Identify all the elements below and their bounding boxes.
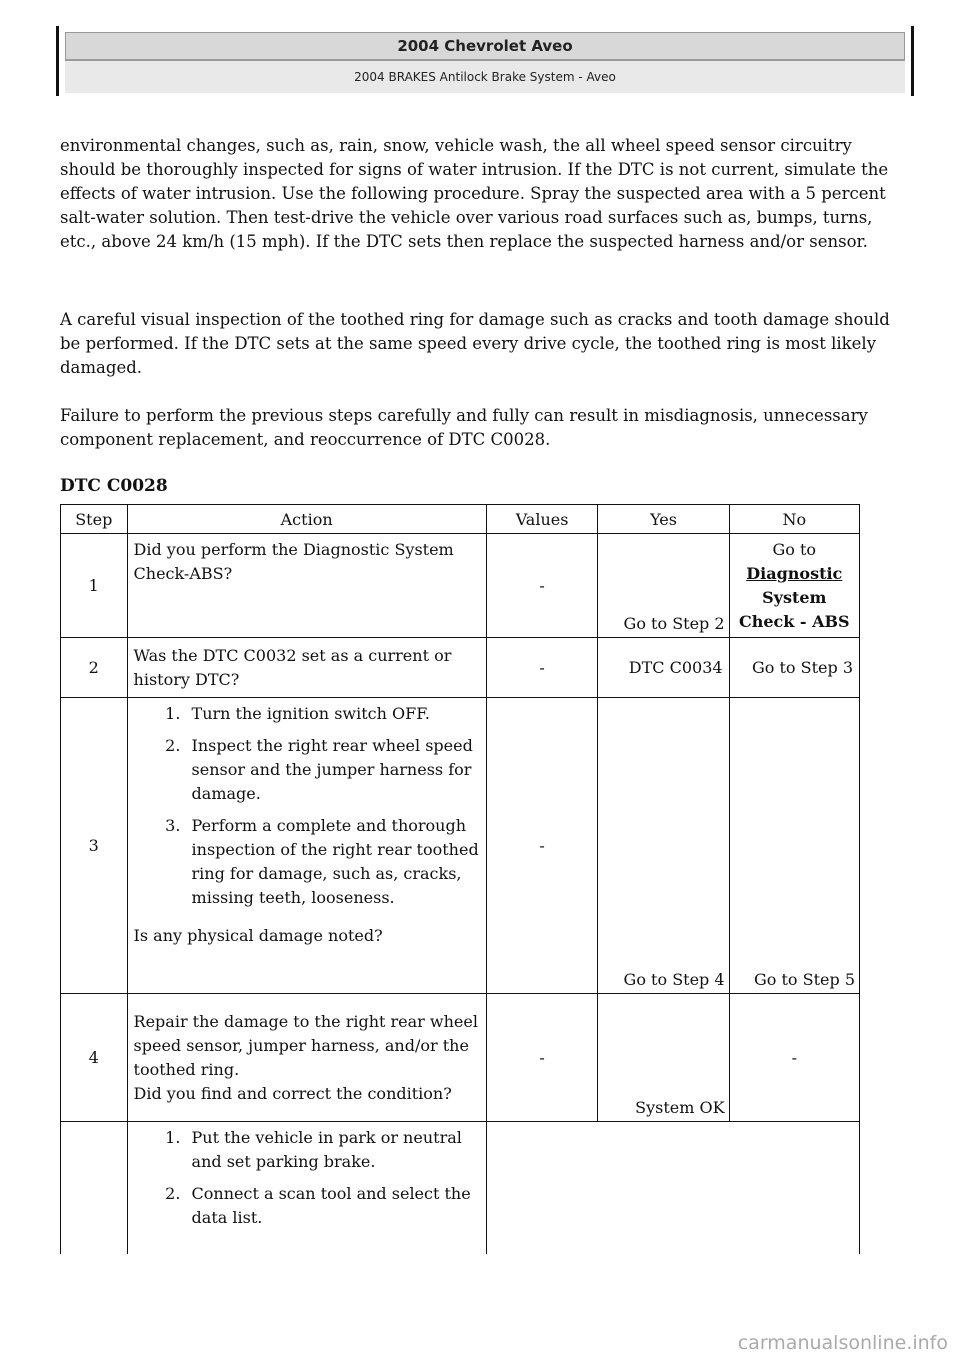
document-title: 2004 Chevrolet Aveo xyxy=(65,32,905,60)
step-number xyxy=(61,1122,128,1254)
list-item: 3. Perform a complete and thorough inspection of the right rear toothed ring for damage, such as, cracks, missing teeth, looseness. xyxy=(186,814,480,910)
yes-cell xyxy=(598,994,729,1122)
values-cell: - xyxy=(486,994,598,1122)
values-cell: - xyxy=(486,638,598,698)
table-row xyxy=(61,994,860,1122)
no-goto: Go to Step 5 xyxy=(753,970,855,989)
header-step: Step xyxy=(61,505,128,534)
action-cell xyxy=(127,638,486,698)
no-link-group xyxy=(736,538,853,634)
no-link-system[interactable]: System xyxy=(762,588,827,607)
paragraph-toothed-ring: A careful visual inspection of the toothed ring for damage such as cracks and tooth damage should be performed. If the DTC sets at the same speed every drive cycle, the toothed ring is most likely damaged. xyxy=(60,310,890,377)
step-number: 4 xyxy=(61,994,128,1122)
no-link-check[interactable]: Check - ABS xyxy=(738,612,850,631)
action-steps-list xyxy=(134,1126,480,1230)
action-steps-list xyxy=(134,702,480,910)
site-watermark: carmanualsonline.info xyxy=(737,1332,948,1354)
list-item: 2. Connect a scan tool and select the data list. xyxy=(186,1182,480,1230)
yes-cell xyxy=(598,698,729,994)
no-cell xyxy=(729,534,859,638)
list-item: 1. Turn the ignition switch OFF. xyxy=(186,702,480,726)
table-header-row xyxy=(61,505,860,534)
action-question: Is any physical damage noted? xyxy=(133,926,383,945)
action-cell xyxy=(127,1122,486,1254)
yes-goto: System OK xyxy=(635,1098,725,1117)
header-yes: Yes xyxy=(598,505,729,534)
step-number: 1 xyxy=(61,534,128,638)
table-row xyxy=(61,1122,860,1254)
yes-goto: Go to Step 2 xyxy=(623,614,725,633)
yes-cell xyxy=(598,638,729,698)
document-subtitle: 2004 BRAKES Antilock Brake System - Aveo xyxy=(65,60,905,93)
action-cell xyxy=(127,534,486,638)
table-row xyxy=(61,698,860,994)
values-cell: - xyxy=(486,698,598,994)
yes-goto: DTC C0034 xyxy=(628,658,723,677)
dtc-heading: DTC C0028 xyxy=(60,476,168,496)
action-text: Did you perform the Diagnostic System Check-ABS? xyxy=(133,540,454,583)
step-number: 2 xyxy=(61,638,128,698)
header-action: Action xyxy=(127,505,486,534)
header-values: Values xyxy=(486,505,598,534)
yes-cell xyxy=(598,1122,729,1254)
table-row xyxy=(61,534,860,638)
step-number: 3 xyxy=(61,698,128,994)
action-text: Was the DTC C0032 set as a current or history DTC? xyxy=(133,645,452,689)
paragraph-water-intrusion: environmental changes, such as, rain, snow, vehicle wash, the all wheel speed sensor circuitry should be thoroughly inspected for signs of water intrusion. If the DTC is not current, simulate the effects of water intrusion. Use the following procedure. Spray the suspected area with a 5 percent salt-water solution. Then test-drive the vehicle over various road surfaces such as, bumps, turns, etc., above 24 km/h (15 mph). If the DTC sets then replace the suspected harness and/or sensor. xyxy=(60,136,889,251)
yes-cell xyxy=(598,534,729,638)
yes-goto: Go to Step 4 xyxy=(623,970,725,989)
diagnostic-table xyxy=(60,504,860,1254)
values-cell: - xyxy=(486,534,598,638)
paragraph-failure-warning: Failure to perform the previous steps carefully and fully can result in misdiagnosis, unnecessary component replacement, and reoccurrence of DTC C0028. xyxy=(60,406,868,449)
action-cell xyxy=(127,698,486,994)
values-cell xyxy=(486,1122,598,1254)
action-question: Did you find and correct the condition? xyxy=(133,1083,452,1103)
action-cell xyxy=(127,994,486,1122)
action-text: Repair the damage to the right rear wheel speed sensor, jumper harness, and/or the toothed ring. xyxy=(133,1011,478,1079)
no-goto: Go to Step 3 xyxy=(751,658,853,677)
no-cell: - xyxy=(729,994,859,1122)
header-no: No xyxy=(729,505,859,534)
no-cell xyxy=(729,1122,859,1254)
no-cell xyxy=(729,638,859,698)
list-item: 1. Put the vehicle in park or neutral and set parking brake. xyxy=(186,1126,480,1174)
no-cell xyxy=(729,698,859,994)
table-row xyxy=(61,638,860,698)
list-item: 2. Inspect the right rear wheel speed sensor and the jumper harness for damage. xyxy=(186,734,480,806)
document-header xyxy=(56,26,914,96)
diagnostic-system-check-link[interactable]: Diagnostic xyxy=(746,564,843,583)
no-prefix: Go to xyxy=(772,540,817,559)
